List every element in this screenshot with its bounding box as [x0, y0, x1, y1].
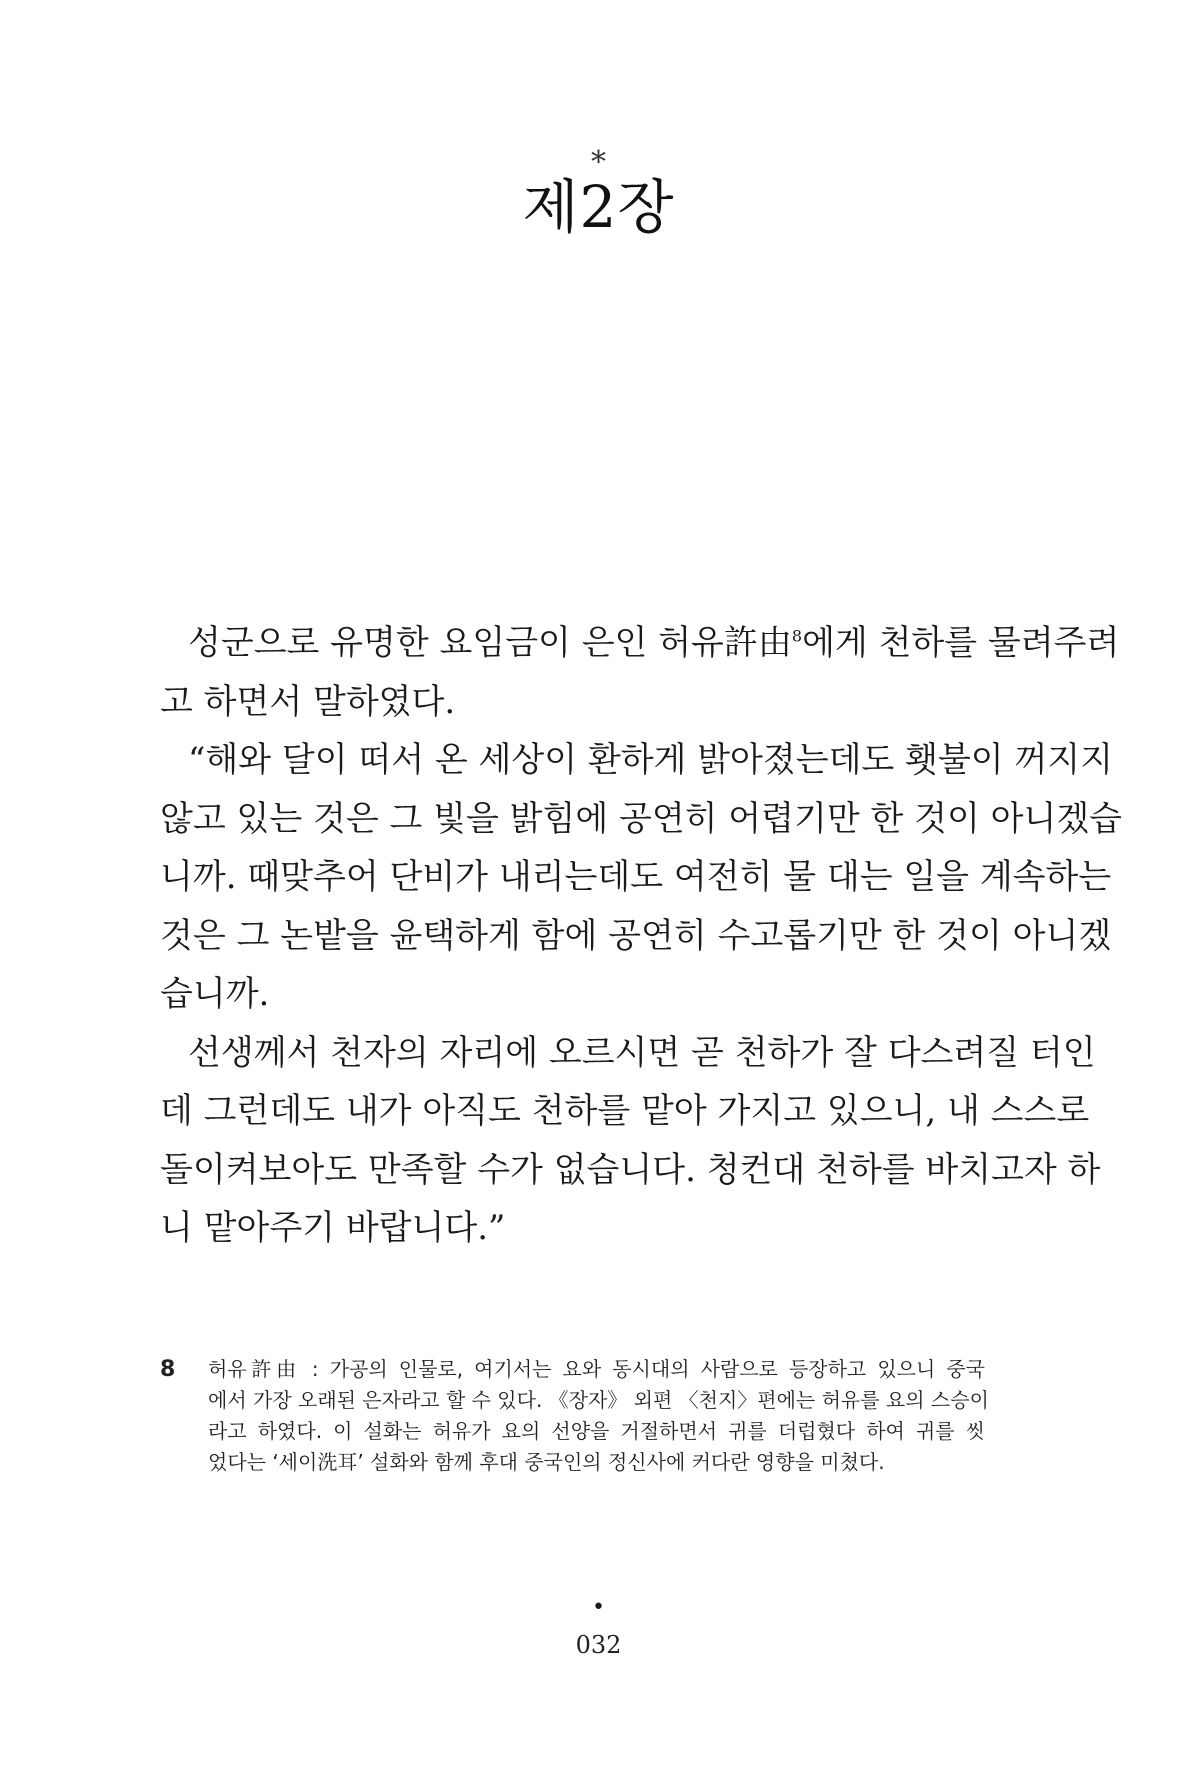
footnote-body [208, 1354, 989, 1478]
chapter-title: 제2장 [522, 173, 675, 241]
footnote-number: 8 [160, 1357, 176, 1382]
footnote-line: 라고 하였다. 이 설화는 허유가 요의 선양을 거절하면서 귀를 더럽혔다 하여 귀를 씻 [208, 1419, 985, 1443]
paragraph-line: “해와 달이 떠서 온 세상이 환하게 밝아졌는데도 횃불이 꺼지지 [188, 740, 1113, 780]
paragraph-line: 고 하면서 말하였다. [160, 681, 456, 722]
paragraph-line: 않고 있는 것은 그 빛을 밝힘에 공연히 어렵기만 한 것이 아니겠습 [160, 798, 1123, 839]
paragraph-line: 데 그런데도 내가 아직도 천하를 맡아 가지고 있으니, 내 스스로 [160, 1091, 1090, 1131]
footnote-line: 허유許由 : 가공의 인물로, 여기서는 요와 동시대의 사람으로 등장하고 있으니 중국 [208, 1357, 985, 1381]
paragraph-line: 것은 그 논밭을 윤택하게 함에 공연히 수고롭기만 한 것이 아니겠 [160, 915, 1112, 956]
paragraph-line: 니까. 때맞추어 단비가 내리는데도 여전히 물 대는 일을 계속하는 [160, 857, 1112, 897]
page-ornament: • [592, 1595, 605, 1620]
page-number: 032 [575, 1631, 622, 1659]
paragraph-line: 돌이켜보아도 만족할 수가 없습니다. 청컨대 천하를 바치고자 하 [160, 1149, 1101, 1190]
footnote [160, 1354, 989, 1478]
body-text [160, 614, 1123, 1258]
footnote-line: 었다는 ‘세이洗耳’ 설화와 함께 후대 중국인의 정신사에 커다란 영향을 미쳤다. [208, 1450, 885, 1474]
footnote-ref[interactable]: 8 [791, 626, 803, 646]
paragraph-line: 성군으로 유명한 요임금이 은인 허유許由$^8$에게 천하를 물려주려 [188, 623, 1120, 663]
footnote-line: 에서 가장 오래된 은자라고 할 수 있다. 《장자》 외편 〈천지〉편에는 허유를 요의 스승이 [208, 1388, 989, 1412]
chapter-ornament: * [591, 145, 606, 180]
paragraph-line: 습니까. [160, 974, 270, 1014]
paragraph-line: 니 맡아주기 바랍니다.” [160, 1208, 506, 1248]
paragraph-line: 선생께서 천자의 자리에 오르시면 곧 천하가 잘 다스려질 터인 [188, 1032, 1096, 1073]
